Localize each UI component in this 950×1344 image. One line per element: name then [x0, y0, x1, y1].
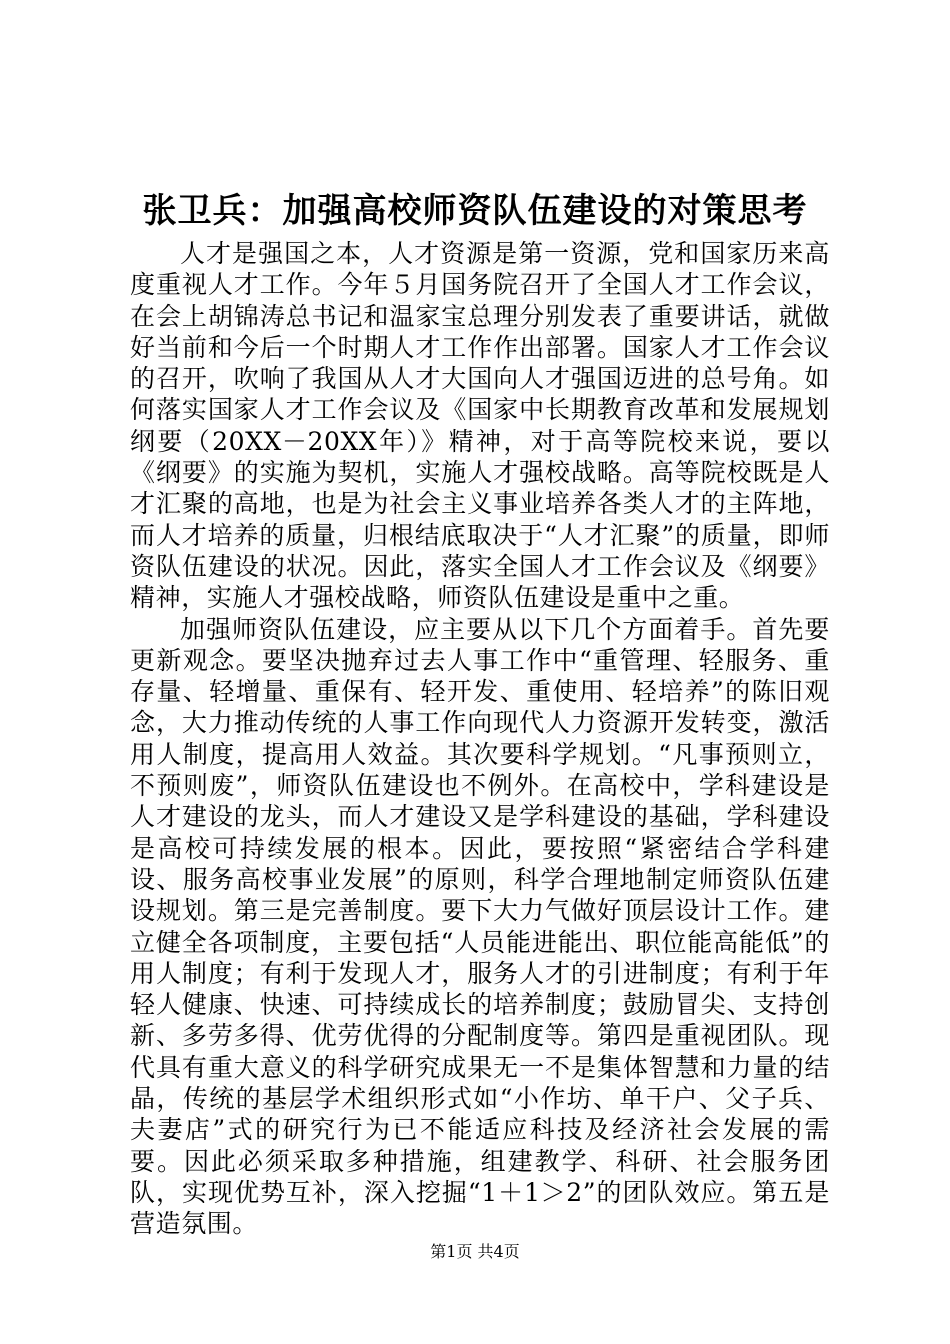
document-body [130, 238, 830, 1240]
paragraph-1: 人才是强国之本，人才资源是第一资源，党和国家历来高度重视人才工作。今年５月国务院召开了全国人才工作会议，在会上胡锦涛总书记和温家宝总理分别发表了重要讲话，就做好当前和今后一个时期人才工作作出部署。国家人才工作会议的召开，吹响了我国从人才大国向人才强国迈进的总号角。如何落实国家人才工作会议及《国家中长期教育改革和发展规划纲要（20XX－20XX年）》精神，对于高等院校来说，要以《纲要》的实施为契机，实施人才强校战略。高等院校既是人才汇聚的高地，也是为社会主义事业培养各类人才的主阵地，而人才培养的质量，归根结底取决于“人才汇聚”的质量，即师资队伍建设的状况。因此，落实全国人才工作会议及《纲要》精神，实施人才强校战略，师资队伍建设是重中之重。 [130, 239, 830, 613]
paragraph-2: 加强师资队伍建设，应主要从以下几个方面着手。首先要更新观念。要坚决抛弃过去人事工作中“重管理、轻服务、重存量、轻增量、重保有、轻开发、重使用、轻培养”的陈旧观念，大力推动传统的人事工作向现代人力资源开发转变，激活用人制度，提高用人效益。其次要科学规划。“凡事预则立，不预则废”，师资队伍建设也不例外。在高校中，学科建设是人才建设的龙头，而人才建设又是学科建设的基础，学科建设是高校可持续发展的根本。因此，要按照“紧密结合学科建设、服务高校事业发展”的原则，科学合理地制定师资队伍建设规划。第三是完善制度。要下大力气做好顶层设计工作。建立健全各项制度，主要包括“人员能进能出、职位能高能低”的用人制度；有利于发现人才，服务人才的引进制度；有利于年轻人健康、快速、可持续成长的培养制度；鼓励冒尖、支持创新、多劳多得、优劳优得的分配制度等。第四是重视团队。现代具有重大意义的科学研究成果无一不是集体智慧和力量的结晶，传统的基层学术组织形式如“小作坊、单干户、父子兵、夫妻店”式的研究行为已不能适应科技及经济社会发展的需要。因此必须采取多种措施，组建教学、科研、社会服务团队，实现优势互补，深入挖掘“1＋1＞2”的团队效应。第五是营造氛围。 [130, 614, 830, 1239]
page-number-footer: 第1页 共4页 [430, 1242, 520, 1261]
document-title: 张卫兵：加强高校师资队伍建设的对策思考 [142, 191, 808, 231]
